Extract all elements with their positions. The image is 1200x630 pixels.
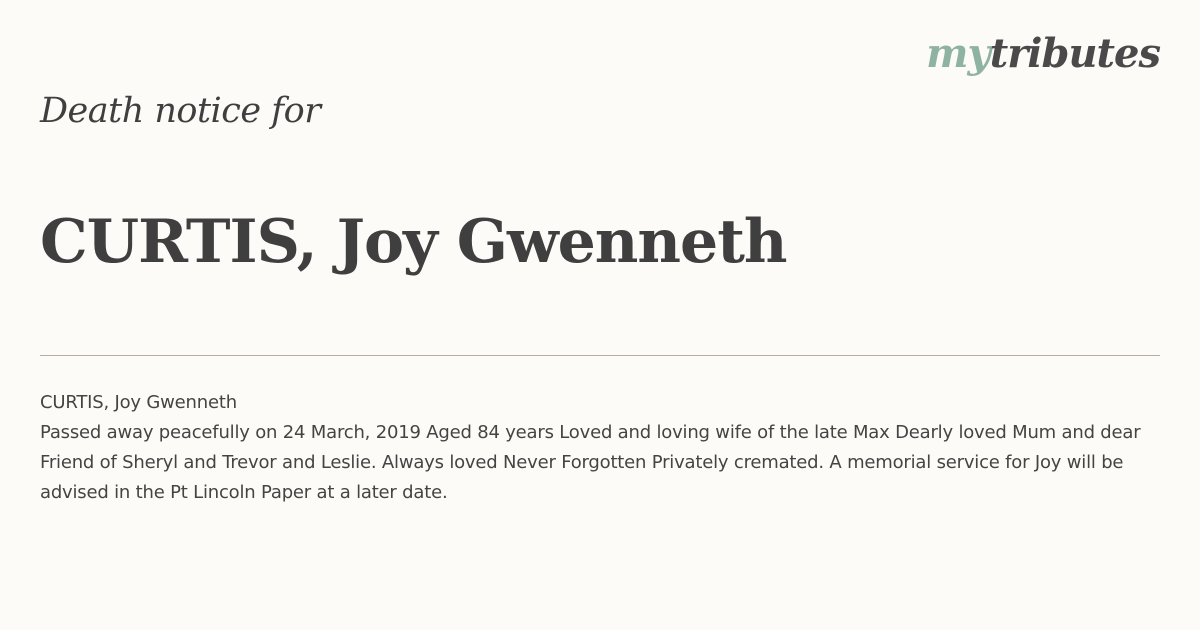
notice-text <box>40 388 1180 508</box>
divider <box>40 355 1160 356</box>
logo-tributes: tributes <box>989 30 1160 77</box>
logo-my: my <box>926 30 990 77</box>
mytributes-logo[interactable] <box>926 30 1160 77</box>
death-notice-intro: Death notice for <box>40 91 321 131</box>
notice-name-line: CURTIS, Joy Gwenneth <box>40 392 237 413</box>
notice-body: Passed away peacefully on 24 March, 2019 Aged 84 years Loved and loving wife of the late Max Dearly loved Mum and dear Friend of Sheryl and Trevor and Leslie. Always loved Never Forgotten Privately cremated. A memorial service for Joy will be advised in the Pt Lincoln Paper at a later date. <box>40 422 1141 503</box>
deceased-name-title: CURTIS, Joy Gwenneth <box>40 207 787 277</box>
